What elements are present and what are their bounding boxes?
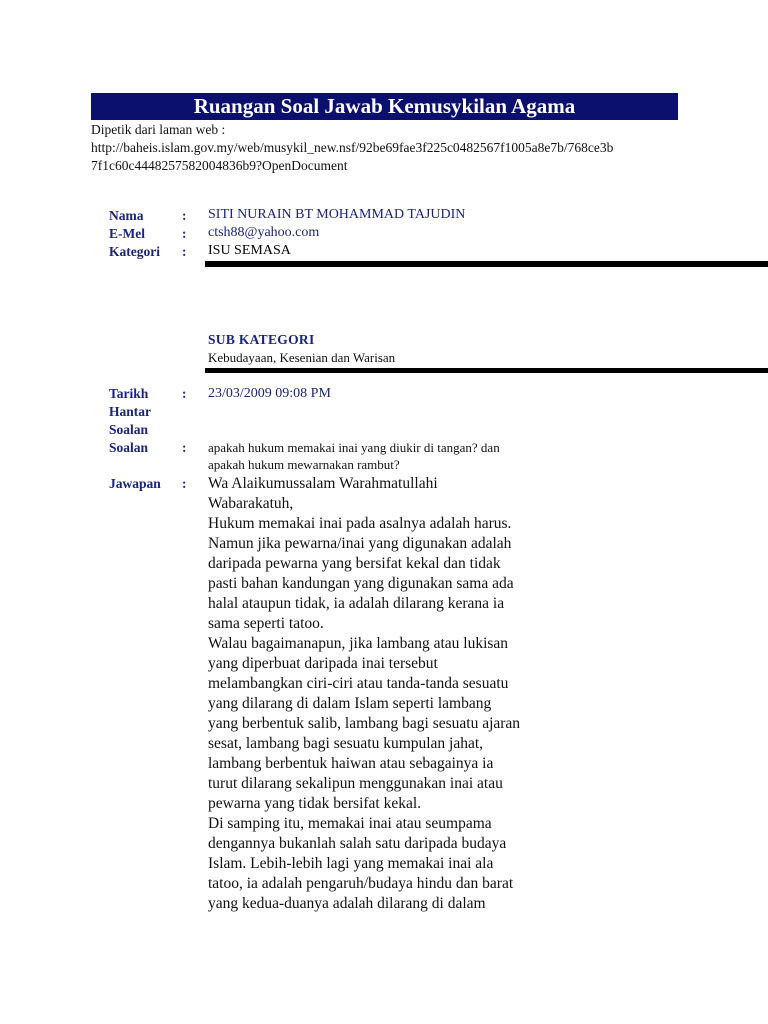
jawapan-line: tatoo, ia adalah pengaruh/budaya hindu dan barat (208, 875, 514, 892)
jawapan-line: melambangkan ciri-ciri atau tanda-tanda sesuatu (208, 675, 509, 692)
nama-value: SITI NURAIN BT MOHAMMAD TAJUDIN (208, 207, 466, 222)
jawapan-line: halal ataupun tidak, ia adalah dilarang kerana ia (208, 595, 505, 612)
jawapan-colon: : (182, 476, 187, 491)
emel-value[interactable]: ctsh88@yahoo.com (208, 225, 320, 240)
emel-colon: : (182, 226, 187, 241)
sub-kategori-heading: SUB KATEGORI (208, 332, 315, 347)
jawapan-line: sama seperti tatoo. (208, 615, 324, 632)
jawapan-line: yang berbentuk salib, lambang bagi sesuatu ajaran (208, 715, 521, 732)
tarikh-value: 23/03/2009 09:08 PM (208, 386, 331, 401)
soalan-line1: apakah hukum memakai inai yang diukir di tangan? dan (208, 440, 500, 455)
jawapan-line: sesat, lambang bagi sesuatu kumpulan jahat, (208, 735, 484, 752)
kategori-divider (205, 261, 768, 267)
jawapan-line: lambang berbentuk haiwan atau sebagainya ia (208, 755, 494, 772)
soalan-label: Soalan (109, 440, 149, 455)
jawapan-line: Di samping itu, memakai inai atau seumpama (208, 815, 492, 832)
jawapan-line: yang diperbuat daripada inai tersebut (208, 655, 438, 672)
kategori-value: ISU SEMASA (208, 243, 291, 258)
jawapan-line: turut dilarang sekalipun menggunakan inai atau (208, 775, 503, 792)
jawapan-line: yang dilarang di dalam Islam seperti lambang (208, 695, 492, 712)
kategori-label: Kategori (109, 244, 160, 259)
tarikh-label-line3: Soalan (109, 422, 149, 437)
page-title: Ruangan Soal Jawab Kemusykilan Agama (91, 93, 678, 120)
tarikh-label-line2: Hantar (109, 404, 151, 419)
sub-kategori-divider (205, 368, 768, 373)
nama-colon: : (182, 208, 187, 223)
source-url-line1[interactable]: http://baheis.islam.gov.my/web/musykil_new.nsf/92be69fae3f225c0482567f1005a8e7b/768ce3b (91, 140, 614, 155)
jawapan-line: Hukum memakai inai pada asalnya adalah harus. (208, 515, 512, 532)
soalan-line2: apakah hukum mewarnakan rambut? (208, 457, 400, 472)
soalan-colon: : (182, 440, 187, 455)
jawapan-line: Wabarakatuh, (208, 495, 294, 512)
sub-kategori-value: Kebudayaan, Kesenian dan Warisan (208, 350, 396, 365)
nama-label: Nama (109, 208, 144, 223)
emel-label: E-Mel (109, 226, 145, 241)
jawapan-label: Jawapan (109, 476, 161, 491)
jawapan-line: Namun jika pewarna/inai yang digunakan adalah (208, 535, 512, 552)
jawapan-line: pasti bahan kandungan yang digunakan sama ada (208, 575, 514, 592)
jawapan-line: pewarna yang tidak bersifat kekal. (208, 795, 422, 812)
jawapan-line: yang kedua-duanya adalah dilarang di dalam (208, 895, 486, 912)
jawapan-line: Walau bagaimanapun, jika lambang atau lukisan (208, 635, 509, 652)
tarikh-label-line1: Tarikh (109, 386, 149, 401)
jawapan-line: Wa Alaikumussalam Warahmatullahi (208, 475, 438, 492)
source-prefix: Dipetik dari laman web : (91, 122, 226, 137)
jawapan-line: daripada pewarna yang bersifat kekal dan tidak (208, 555, 501, 572)
source-url-line2[interactable]: 7f1c60c4448257582004836b9?OpenDocument (91, 158, 348, 173)
jawapan-line: dengannya bukanlah salah satu daripada budaya (208, 835, 507, 852)
jawapan-line: Islam. Lebih-lebih lagi yang memakai inai ala (208, 855, 494, 872)
kategori-colon: : (182, 244, 187, 259)
tarikh-colon: : (182, 386, 187, 401)
